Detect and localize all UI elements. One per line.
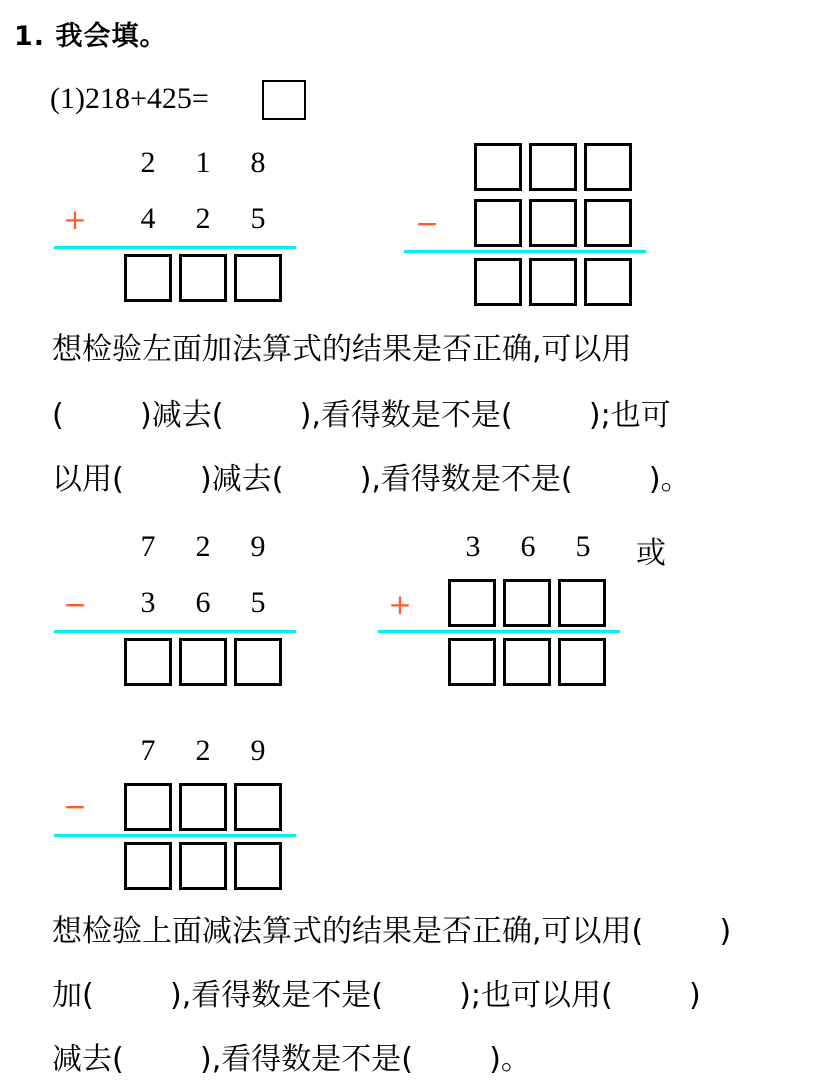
plus-operator: + <box>388 588 412 621</box>
answer-box[interactable] <box>474 143 522 191</box>
difference-rule <box>404 250 646 253</box>
instruction-line: ( )减去( ),看得数是不是( );也可 <box>52 398 671 433</box>
minus-operator: − <box>415 207 439 240</box>
digit: 3 <box>140 586 156 619</box>
answer-box[interactable] <box>503 579 551 627</box>
instruction-line: 减去( ),看得数是不是( )。 <box>52 1042 531 1077</box>
answer-box[interactable] <box>124 254 172 302</box>
digit: 2 <box>195 734 211 767</box>
result-boxes <box>448 638 606 686</box>
answer-box[interactable] <box>124 638 172 686</box>
digit: 3 <box>465 530 481 563</box>
equation-label: (1)218+425= <box>50 82 209 115</box>
answer-box[interactable] <box>448 579 496 627</box>
answer-box[interactable] <box>584 258 632 306</box>
answer-box[interactable] <box>558 579 606 627</box>
digit: 5 <box>250 586 266 619</box>
digit: 2 <box>195 530 211 563</box>
minus-operator: − <box>63 588 87 621</box>
answer-box[interactable] <box>234 783 282 831</box>
instruction-line: 想检验左面加法算式的结果是否正确,可以用 <box>52 332 632 367</box>
answer-box[interactable] <box>124 783 172 831</box>
answer-box[interactable] <box>474 199 522 247</box>
answer-box[interactable] <box>529 199 577 247</box>
digit: 7 <box>140 530 156 563</box>
addend-boxes <box>448 579 606 627</box>
answer-box[interactable] <box>262 80 306 120</box>
difference-rule <box>54 834 296 837</box>
result-boxes <box>124 254 282 302</box>
answer-box[interactable] <box>234 638 282 686</box>
instruction-line: 以用( )减去( ),看得数是不是( )。 <box>52 462 691 497</box>
digit: 6 <box>520 530 536 563</box>
answer-box[interactable] <box>179 254 227 302</box>
answer-box[interactable] <box>179 783 227 831</box>
answer-box[interactable] <box>448 638 496 686</box>
digit: 6 <box>195 586 211 619</box>
digit: 9 <box>250 734 266 767</box>
result-boxes <box>124 842 282 890</box>
digit: 9 <box>250 530 266 563</box>
instruction-line: 想检验上面减法算式的结果是否正确,可以用( ) <box>52 914 732 949</box>
result-boxes <box>124 638 282 686</box>
answer-box[interactable] <box>503 638 551 686</box>
digit: 8 <box>250 146 266 179</box>
minus-operator: − <box>63 790 87 823</box>
sum-rule <box>378 630 620 633</box>
question-title: 1. 我会填。 <box>14 21 168 52</box>
answer-box[interactable] <box>124 842 172 890</box>
answer-box[interactable] <box>584 143 632 191</box>
sum-rule <box>54 246 296 249</box>
result-boxes <box>474 258 632 306</box>
difference-rule <box>54 630 296 633</box>
digit: 5 <box>250 202 266 235</box>
answer-box[interactable] <box>234 254 282 302</box>
instruction-line: 加( ),看得数是不是( );也可以用( ) <box>52 978 701 1013</box>
answer-box[interactable] <box>584 199 632 247</box>
or-label: 或 <box>636 536 666 571</box>
answer-box[interactable] <box>474 258 522 306</box>
minuend-boxes <box>474 143 632 191</box>
answer-box[interactable] <box>179 842 227 890</box>
answer-box[interactable] <box>179 638 227 686</box>
digit: 5 <box>575 530 591 563</box>
plus-operator: + <box>63 203 87 236</box>
subtrahend-boxes <box>474 199 632 247</box>
digit: 4 <box>140 202 156 235</box>
answer-box[interactable] <box>234 842 282 890</box>
digit: 2 <box>140 146 156 179</box>
answer-box[interactable] <box>558 638 606 686</box>
answer-box[interactable] <box>529 143 577 191</box>
digit: 2 <box>195 202 211 235</box>
digit: 7 <box>140 734 156 767</box>
digit: 1 <box>195 146 211 179</box>
subtrahend-boxes <box>124 783 282 831</box>
answer-box[interactable] <box>529 258 577 306</box>
